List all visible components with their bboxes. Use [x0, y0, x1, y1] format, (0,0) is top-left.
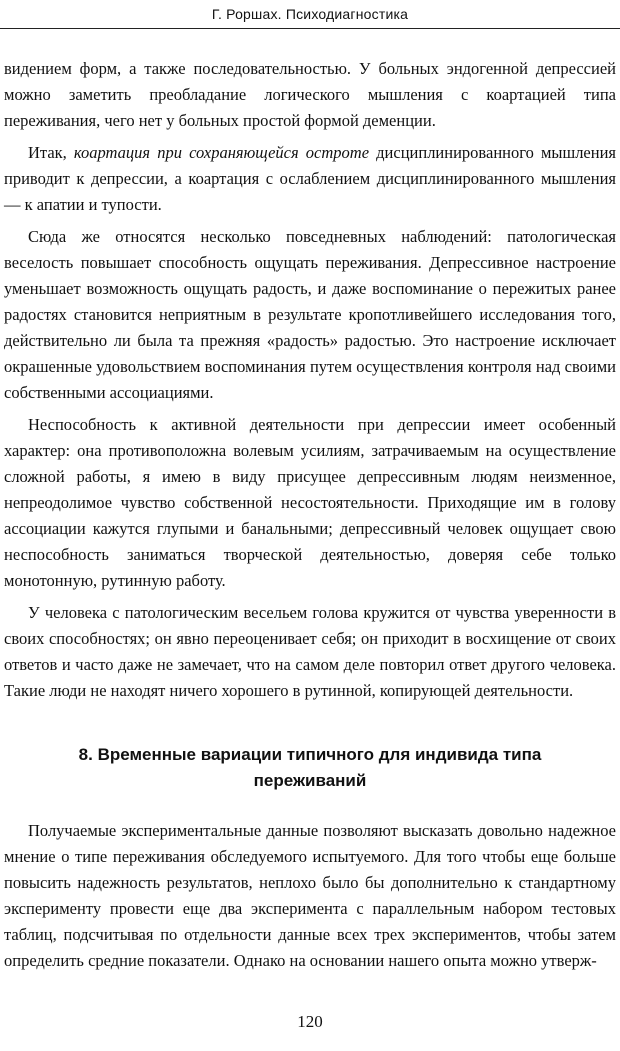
paragraph-text: Итак,	[28, 143, 74, 162]
paragraph-observations: Сюда же относятся несколько повседневных наблюдений: патологическая веселость повышает способность ощущать переживания. Депрессивное настроение уменьшает возможность ощущать радость, и даже воспоминание о пережитых ранее радостях становится неприятным в результате кропотливейшего исследования того, действительно ли была та прежняя «радость» радостью. Это настроение исключает окрашенные удовольствием воспоминания путем осуществления контроля над своими собственными ассоциациями.	[4, 227, 616, 402]
section-paragraph: Получаемые экспериментальные данные позволяют высказать довольно надежное мнение о типе переживания обследуемого испытуемого. Для того чтобы еще больше повысить надежность результатов, неплохо было бы дополнительно к стандартному эксперименту провести еще два эксперимента с параллельным набором тестовых таблиц, подсчитывая по отдельности данные всех трех экспериментов, чтобы затем определить средние показатели. Однако на основании нашего опыта можно утверж-	[4, 821, 616, 970]
running-header: Г. Роршах. Психодиагностика	[211, 6, 409, 22]
paragraph-text: дисциплинированного мышления приводит к депрессии, а коартация с ослаблением дисциплинированного мышления — к апатии и тупости.	[4, 143, 617, 214]
paragraph-pathological-cheer: У человека с патологическим весельем голова кружится от чувства уверенности в своих способностях; он явно переоценивает себя; он приходит в восхищение от своих ответов и часто даже не замечает, что на самом деле повторил ответ другого человека. Такие люди не находят ничего хорошего в рутинной, копирующей деятельности.	[4, 603, 616, 700]
paragraph-inability: Неспособность к активной деятельности при депрессии имеет особенный характер: она противоположна волевым усилиям, затрачиваемым на осуществление сложной работы, я имею в виду присущее депрессивным людям неизменное, непреодолимое чувство собственной несостоятельности. Приходящие им в голову ассоциации кажутся глупыми и банальными; депрессивный человек ощущает свою неспособность заниматься творческой деятельностью, доверяя себе только монотонную, рутинную работу.	[4, 415, 616, 590]
paragraph-coartation	[4, 140, 616, 218]
page-number: 120	[297, 1012, 323, 1031]
paragraph-continued: видением форм, а также последовательностью. У больных эндогенной депрессией можно заметить преобладание логического мышления с коартацией типа переживания, чего нет у больных простой формой деменции.	[4, 59, 616, 130]
section-heading: 8. Временные вариации типичного для индивида типа переживаний	[78, 745, 542, 790]
emphasized-text: коартация при сохраняющейся остроте	[73, 143, 370, 162]
page-body	[4, 56, 616, 980]
header-rule	[0, 28, 620, 29]
